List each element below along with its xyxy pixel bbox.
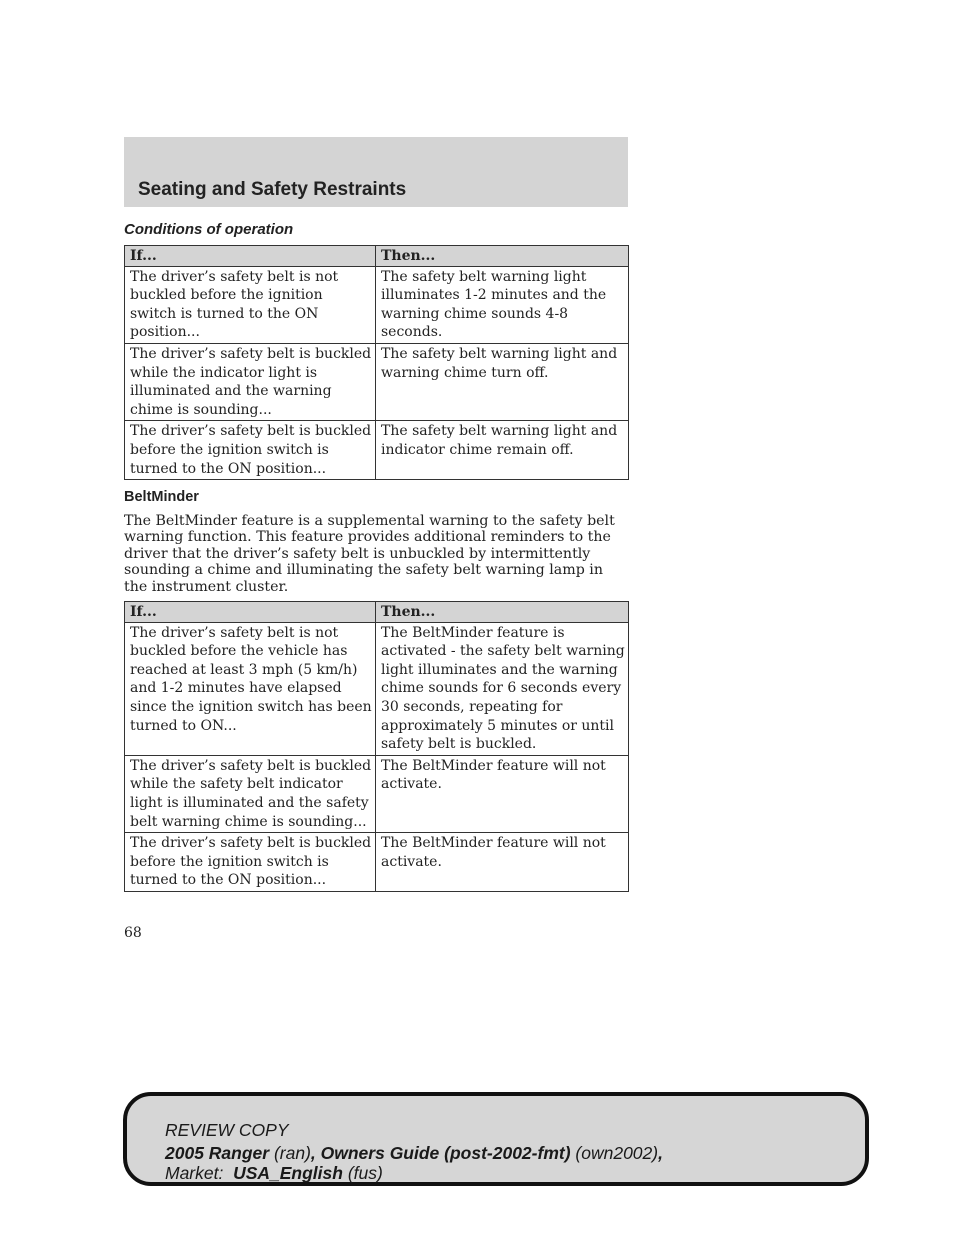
condition-cell: The driver’s safety belt is not buckled before the vehicle has reached at least 3 mph (5 km/h) and 1-2 minutes have elapsed since the ignition switch has been turned to ON... (125, 622, 376, 755)
model-code: (ran) (269, 1143, 311, 1163)
column-header-if: If... (125, 602, 376, 623)
column-header-if: If... (125, 246, 376, 267)
result-cell: The safety belt warning light and indicator chime remain off. (376, 421, 629, 480)
market-name: USA_English (233, 1163, 343, 1183)
guide-name: Owners Guide (post-2002-fmt) (320, 1143, 571, 1163)
review-copy-label: REVIEW COPY (165, 1120, 289, 1140)
market-code: (fus) (342, 1163, 383, 1183)
footer-model-line (165, 1143, 663, 1164)
beltminder-table (124, 601, 629, 892)
trailing-comma: , (658, 1143, 663, 1163)
table-row (125, 421, 629, 480)
guide-separator: , (310, 1143, 321, 1163)
beltminder-description: The BeltMinder feature is a supplemental warning to the safety belt warning function. This feature provides additional reminders to the driver that the driver’s safety belt is unbuckled by intermittently sounding a chime and illuminating the safety belt warning lamp in the instrument cluster. (124, 513, 615, 595)
table-header-row (125, 602, 629, 623)
result-cell: The safety belt warning light and warning chime turn off. (376, 343, 629, 420)
guide-code: (own2002) (570, 1143, 659, 1163)
condition-cell: The driver’s safety belt is not buckled before the ignition switch is turned to the ON position... (125, 266, 376, 343)
beltminder-heading: BeltMinder (124, 489, 199, 505)
market-label: Market: (165, 1163, 234, 1183)
result-cell: The BeltMinder feature is activated - the safety belt warning light illuminates and the warning chime sounds for 6 seconds every 30 seconds, repeating for approximately 5 minutes or until safety belt is buckled. (376, 622, 629, 755)
column-header-then: Then... (376, 602, 629, 623)
table-row (125, 343, 629, 420)
conditions-table (124, 245, 629, 480)
condition-cell: The driver’s safety belt is buckled before the ignition switch is turned to the ON position... (125, 421, 376, 480)
condition-cell: The driver’s safety belt is buckled while the safety belt indicator light is illuminated and the safety belt warning chime is sounding... (125, 755, 376, 832)
table-row (125, 266, 629, 343)
page-number: 68 (124, 925, 142, 941)
table-row (125, 833, 629, 892)
result-cell: The BeltMinder feature will not activate. (376, 833, 629, 892)
footer-market-line (165, 1163, 383, 1184)
section-header-band (124, 137, 628, 207)
result-cell: The BeltMinder feature will not activate. (376, 755, 629, 832)
conditions-heading: Conditions of operation (124, 221, 294, 238)
page-title: Seating and Safety Restraints (138, 179, 407, 200)
table-row (125, 755, 629, 832)
table-header-row (125, 246, 629, 267)
result-cell: The safety belt warning light illuminates 1-2 minutes and the warning chime sounds 4-8 seconds. (376, 266, 629, 343)
model-name: 2005 Ranger (165, 1143, 270, 1163)
condition-cell: The driver’s safety belt is buckled while the indicator light is illuminated and the warning chime is sounding... (125, 343, 376, 420)
table-row (125, 622, 629, 755)
column-header-then: Then... (376, 246, 629, 267)
review-copy-footer (123, 1092, 869, 1186)
condition-cell: The driver’s safety belt is buckled before the ignition switch is turned to the ON position... (125, 833, 376, 892)
